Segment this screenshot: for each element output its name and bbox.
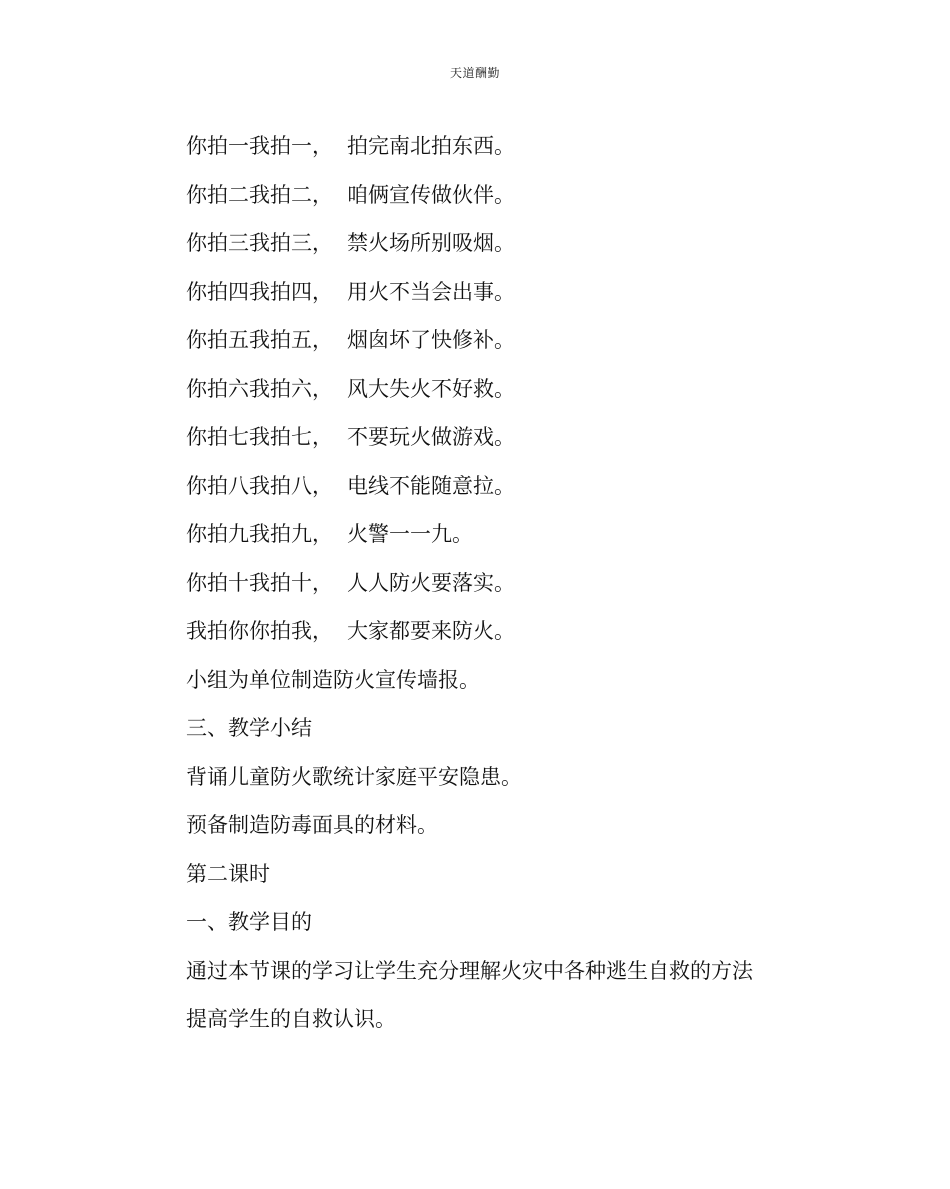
text-line: [186, 225, 806, 274]
text-line: [186, 516, 806, 565]
section-heading: [186, 856, 806, 905]
line-part-a: 你拍二我拍二，: [186, 182, 333, 207]
line-part-a: 你拍七我拍七，: [186, 425, 333, 449]
line-part-a: 你拍六我拍六，: [186, 376, 333, 401]
text-line: [186, 613, 806, 662]
text-line: [186, 322, 806, 371]
line-part-b: 大家都要来防火。: [347, 619, 515, 643]
text-line: [186, 177, 806, 226]
line-text: 通过本节课的学习让学生充分理解火灾中各种逃生自救的方法: [186, 958, 753, 983]
line-part-b: 拍完南北拍东西。: [347, 134, 515, 158]
line-text: 一、教学目的: [186, 910, 312, 934]
text-line: [186, 1001, 806, 1050]
text-line: [186, 371, 806, 420]
line-part-b: 人人防火要落实。: [347, 570, 515, 595]
line-text: 提高学生的自救认识。: [186, 1007, 396, 1031]
line-part-a: 你拍八我拍八，: [186, 473, 333, 498]
line-part-b: 用火不当会出事。: [347, 279, 515, 304]
text-line: [186, 759, 806, 808]
text-line: [186, 468, 806, 517]
page-header: 天道酬勤: [449, 66, 500, 80]
line-part-b: 火警一一九。: [347, 522, 473, 546]
text-line: [186, 274, 806, 323]
line-part-a: 你拍五我拍五，: [186, 328, 333, 352]
line-part-b: 风大失火不好救。: [347, 376, 515, 401]
document-body: [186, 128, 806, 1050]
line-part-a: 你拍一我拍一，: [186, 134, 333, 158]
line-part-a: 你拍四我拍四，: [186, 279, 333, 304]
line-part-a: 你拍九我拍九，: [186, 522, 333, 546]
section-heading: [186, 710, 806, 759]
text-line: [186, 419, 806, 468]
section-heading: [186, 904, 806, 953]
line-text: 第二课时: [186, 861, 270, 886]
line-part-a: 我拍你你拍我，: [186, 619, 333, 643]
line-part-b: 禁火场所别吸烟。: [347, 231, 515, 255]
line-text: 预备制造防毒面具的材料。: [186, 813, 438, 837]
line-text: 小组为单位制造防火宣传墙报。: [186, 667, 480, 692]
line-part-b: 电线不能随意拉。: [347, 473, 515, 498]
line-text: 三、教学小结: [186, 716, 312, 740]
line-text: 背诵儿童防火歌统计家庭平安隐患。: [186, 764, 522, 789]
text-line: [186, 565, 806, 614]
line-part-b: 烟囱坏了快修补。: [347, 328, 515, 352]
line-part-a: 你拍十我拍十，: [186, 570, 333, 595]
line-part-a: 你拍三我拍三，: [186, 231, 333, 255]
text-line: [186, 128, 806, 177]
line-part-b: 咱俩宣传做伙伴。: [347, 182, 515, 207]
line-part-b: 不要玩火做游戏。: [347, 425, 515, 449]
text-line: [186, 807, 806, 856]
text-line: [186, 662, 806, 711]
text-line: [186, 953, 806, 1002]
